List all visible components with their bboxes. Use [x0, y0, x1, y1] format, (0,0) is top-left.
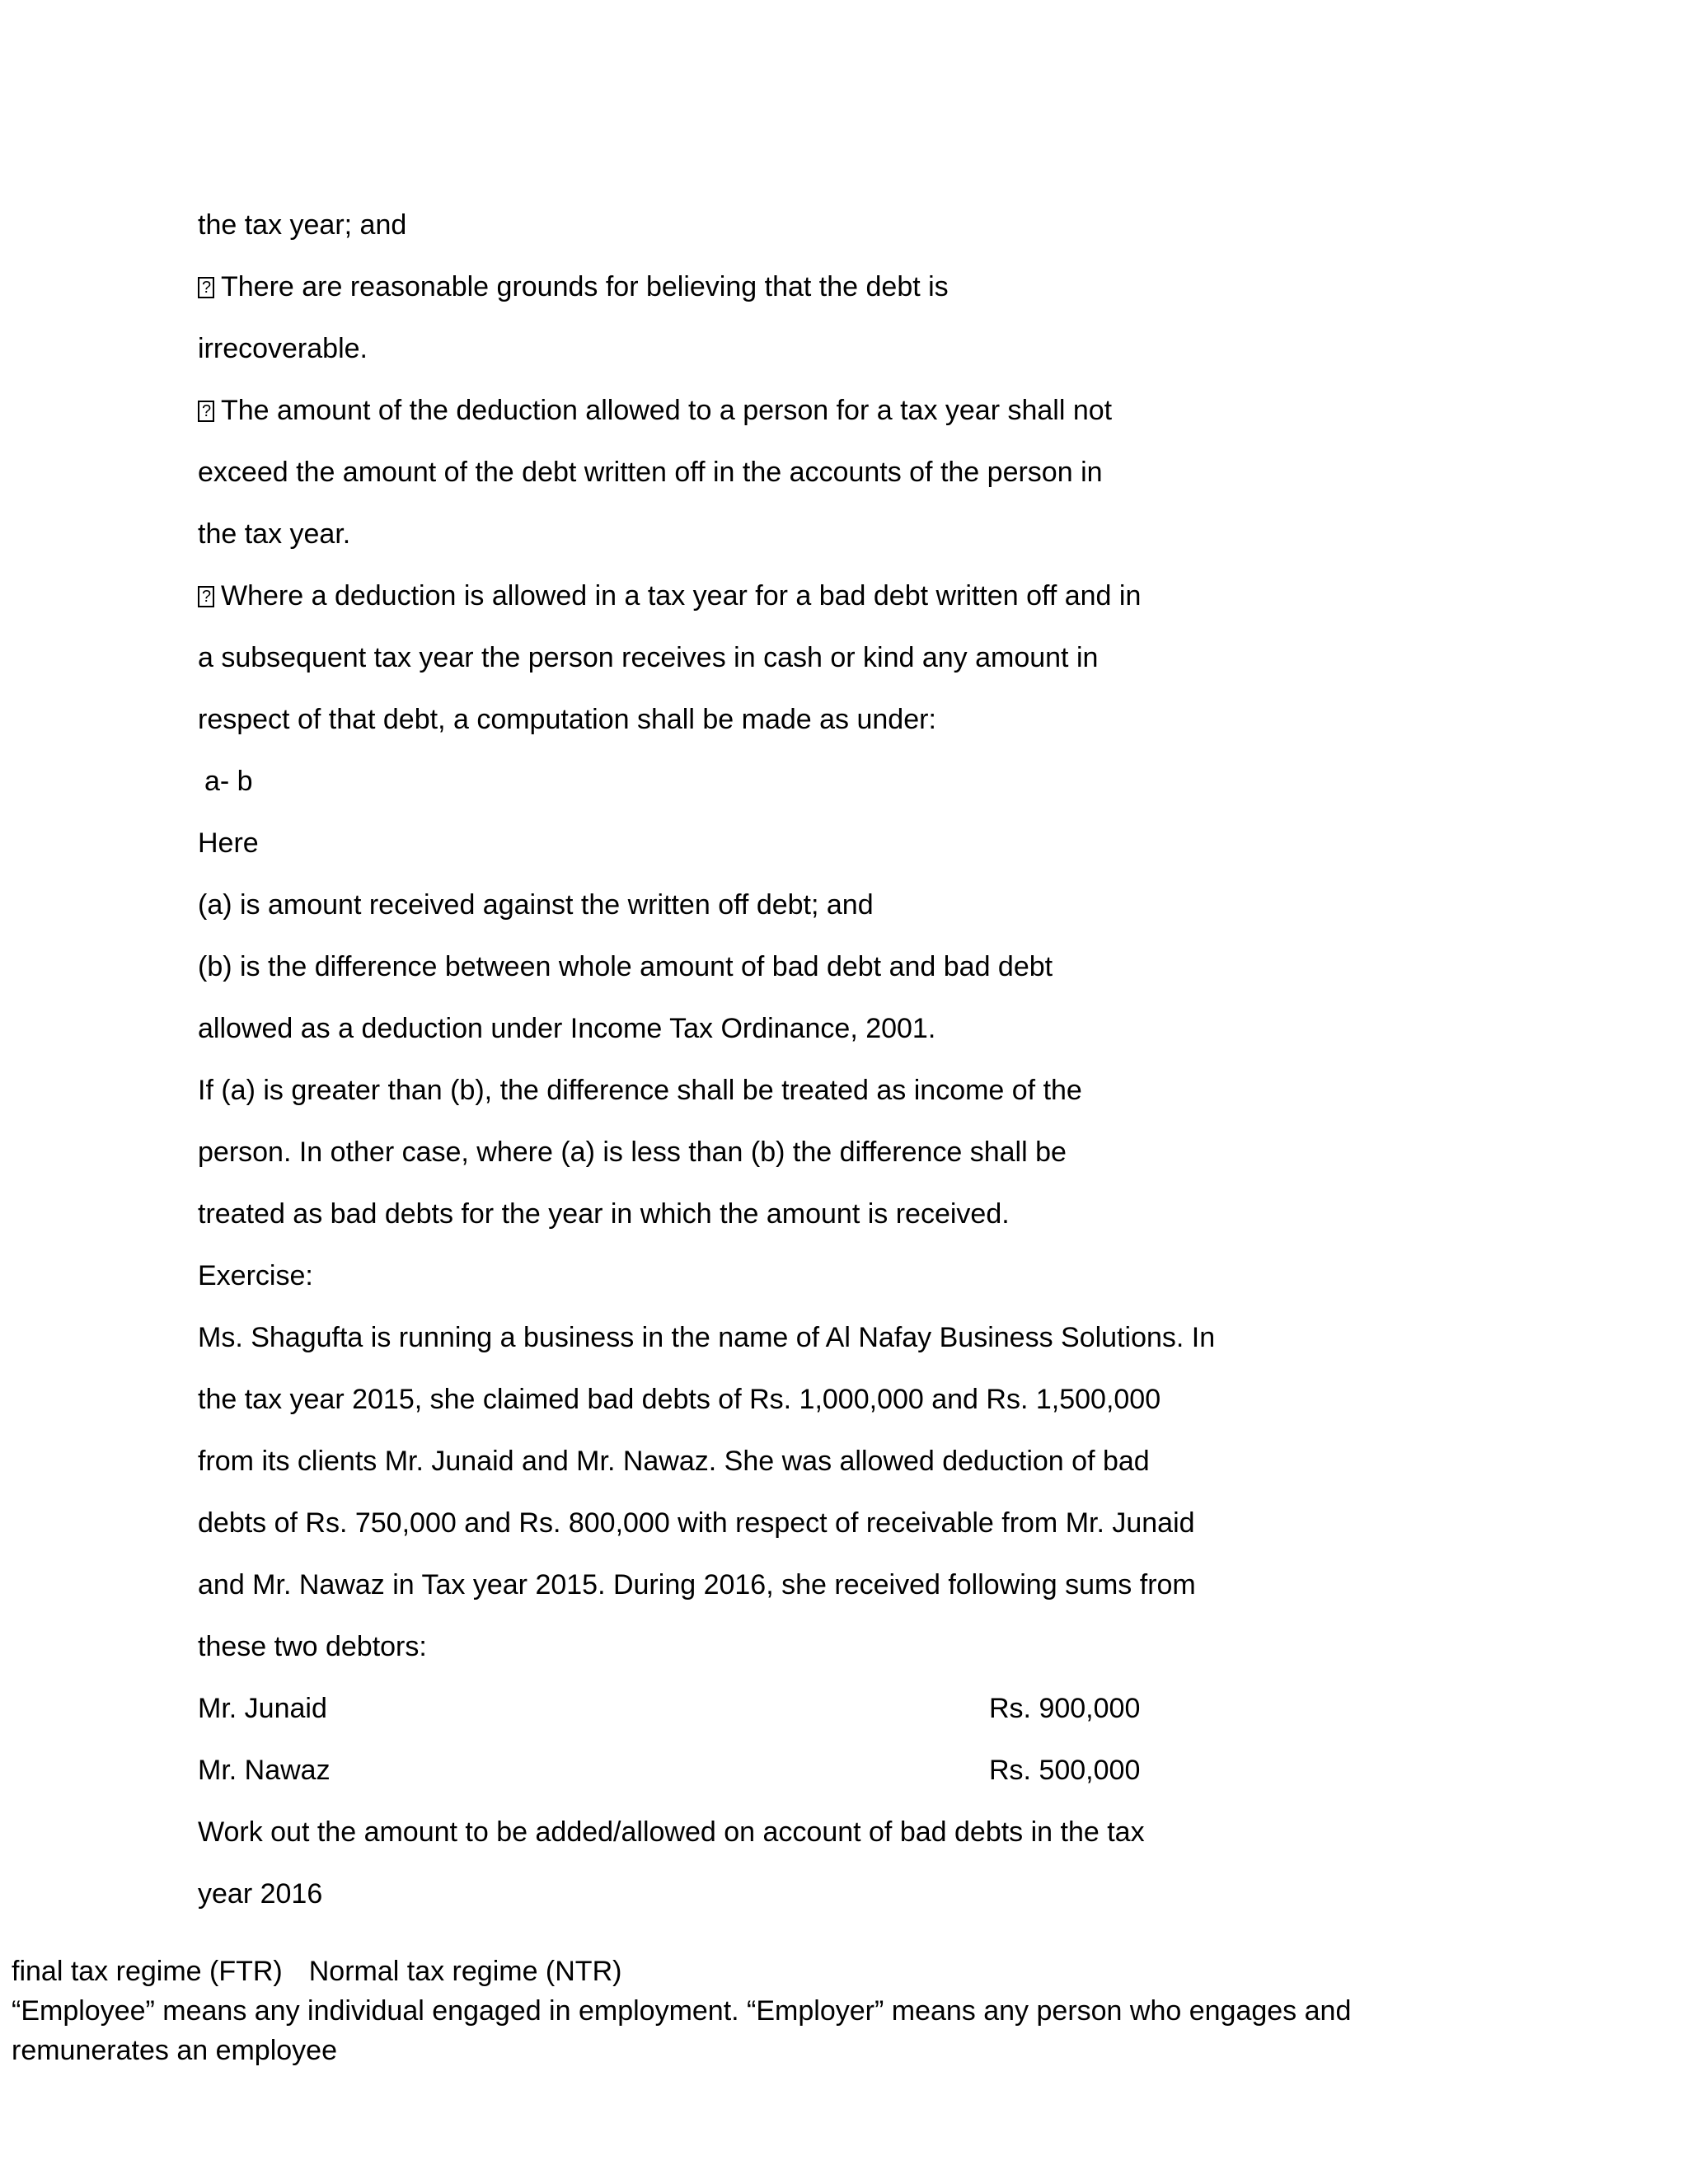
- document-body: [198, 194, 1269, 1925]
- text-line: The amount of the deduction allowed to a person for a tax year shall not: [221, 395, 1113, 426]
- text-line: Here: [198, 827, 259, 859]
- text-line: (b) is the difference between whole amount of bad debt and bad debt: [198, 951, 1053, 982]
- missing-glyph-icon: [198, 586, 214, 607]
- definition-line: “Employee” means any individual engaged in employment. “Employer” means any person who engages and: [12, 1995, 1352, 2027]
- text-line: Work out the amount to be added/allowed on account of bad debts in the tax: [198, 1816, 1145, 1848]
- footer-notes: [12, 1952, 1660, 2070]
- text-line: If (a) is greater than (b), the difference shall be treated as income of the: [198, 1075, 1082, 1106]
- ftr-label: final tax regime (FTR): [12, 1956, 283, 1987]
- text-line: person. In other case, where (a) is less than (b) the difference shall be: [198, 1137, 1067, 1168]
- definition-line: remunerates an employee: [12, 2035, 338, 2066]
- text-line: and Mr. Nawaz in Tax year 2015. During 2016, she received following sums from: [198, 1569, 1196, 1601]
- text-line: respect of that debt, a computation shall be made as under:: [198, 704, 936, 735]
- bullet-item: [198, 565, 1269, 627]
- text-line: Where a deduction is allowed in a tax year for a bad debt written off and in: [221, 580, 1142, 612]
- text-line: exceed the amount of the debt written off in the accounts of the person in: [198, 457, 1103, 488]
- regime-line: [12, 1952, 1660, 1991]
- text-line: the tax year; and: [198, 209, 407, 241]
- text-line: year 2016: [198, 1878, 323, 1910]
- text-line: allowed as a deduction under Income Tax Ordinance, 2001.: [198, 1013, 936, 1044]
- formula-line: a- b: [204, 766, 253, 797]
- debtor-amount: Rs. 900,000: [989, 1693, 1141, 1724]
- text-line: these two debtors:: [198, 1631, 427, 1662]
- text-line: a subsequent tax year the person receives in cash or kind any amount in: [198, 642, 1099, 673]
- debtor-name: Mr. Nawaz: [198, 1755, 331, 1786]
- bullet-item: [198, 380, 1269, 442]
- text-line: irrecoverable.: [198, 333, 368, 364]
- missing-glyph-icon: [198, 277, 214, 298]
- text-line: There are reasonable grounds for believing that the debt is: [221, 271, 949, 302]
- text-line: debts of Rs. 750,000 and Rs. 800,000 with respect of receivable from Mr. Junaid: [198, 1507, 1195, 1539]
- receipt-row: [198, 1740, 1269, 1802]
- bullet-item: [198, 256, 1269, 318]
- missing-glyph-icon: [198, 401, 214, 422]
- debtor-name: Mr. Junaid: [198, 1693, 327, 1724]
- text-line: the tax year 2015, she claimed bad debts of Rs. 1,000,000 and Rs. 1,500,000: [198, 1384, 1161, 1415]
- text-line: treated as bad debts for the year in which the amount is received.: [198, 1198, 1010, 1230]
- text-line: the tax year.: [198, 518, 351, 550]
- receipt-row: [198, 1678, 1269, 1740]
- section-heading: Exercise:: [198, 1260, 313, 1291]
- text-line: Ms. Shagufta is running a business in the name of Al Nafay Business Solutions. In: [198, 1322, 1216, 1353]
- text-line: from its clients Mr. Junaid and Mr. Nawaz. She was allowed deduction of bad: [198, 1446, 1150, 1477]
- ntr-label: Normal tax regime (NTR): [308, 1956, 622, 1987]
- debtor-amount: Rs. 500,000: [989, 1755, 1141, 1786]
- text-line: (a) is amount received against the written off debt; and: [198, 889, 874, 921]
